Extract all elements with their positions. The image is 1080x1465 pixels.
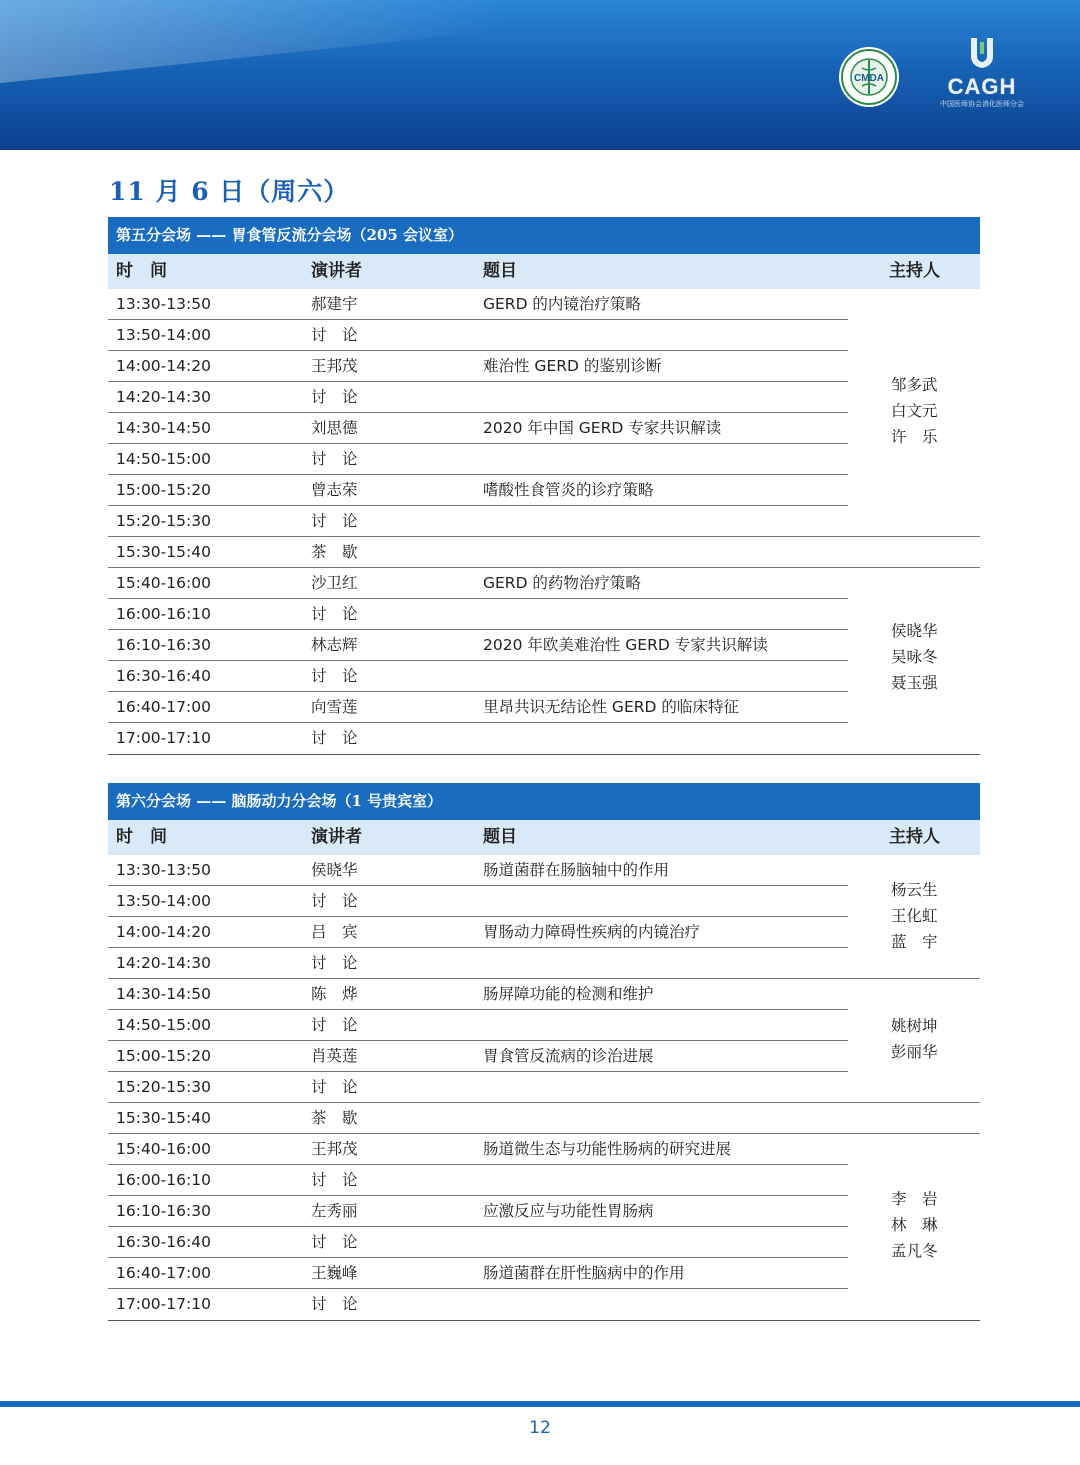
- session-table: [108, 217, 980, 755]
- row-topic: 里昂共识无结论性 GERD 的临床特征: [483, 698, 739, 716]
- chair-name: 王化虹: [891, 907, 938, 925]
- row-time: 15:00-15:20: [116, 481, 211, 499]
- table-row: [108, 1010, 980, 1041]
- row-topic: 肠道菌群在肠脑轴中的作用: [483, 861, 670, 879]
- session-title: 第五分会场 —— 胃食管反流分会场（205 会议室）: [108, 217, 980, 254]
- table-row: [108, 1165, 980, 1196]
- table-row: [108, 320, 980, 351]
- table-row: [108, 413, 980, 444]
- row-topic: 2020 年欧美难治性 GERD 专家共识解读: [483, 636, 768, 654]
- row-speaker: 讨 论: [311, 1078, 358, 1096]
- row-time: 16:30-16:40: [116, 1233, 211, 1251]
- row-speaker: 左秀丽: [311, 1202, 358, 1220]
- row-time: 16:00-16:10: [116, 1171, 211, 1189]
- chair-name: 李 岩: [891, 1190, 938, 1208]
- row-time: 15:30-15:40: [116, 1109, 211, 1127]
- table-row: [108, 1227, 980, 1258]
- row-speaker: 曾志荣: [311, 481, 358, 499]
- chair-name: 吴咏冬: [891, 648, 938, 666]
- column-header-speaker: 演讲者: [311, 261, 362, 281]
- row-time: 15:20-15:30: [116, 1078, 211, 1096]
- column-header-topic: 题目: [483, 261, 517, 281]
- row-speaker: 讨 论: [311, 512, 358, 530]
- cmda-logo: [838, 46, 900, 108]
- chair-name: 杨云生: [891, 881, 938, 899]
- table-row: [108, 568, 980, 599]
- row-topic: 2020 年中国 GERD 专家共识解读: [483, 419, 722, 437]
- row-time: 17:00-17:10: [116, 729, 211, 747]
- row-speaker: 讨 论: [311, 605, 358, 623]
- row-speaker: 讨 论: [311, 326, 358, 344]
- row-time: 15:00-15:20: [116, 1047, 211, 1065]
- footer-divider: [0, 1401, 1080, 1407]
- row-speaker: 讨 论: [311, 667, 358, 685]
- row-topic: GERD 的内镜治疗策略: [483, 295, 641, 313]
- page-number: 12: [529, 1418, 551, 1438]
- row-time: 13:50-14:00: [116, 892, 211, 910]
- svg-text:CMDA: CMDA: [854, 73, 884, 84]
- row-time: 16:30-16:40: [116, 667, 211, 685]
- table-row: [108, 886, 980, 917]
- row-time: 17:00-17:10: [116, 1295, 211, 1313]
- row-speaker: 向雪莲: [311, 698, 358, 716]
- header-light-streak: [0, 0, 500, 89]
- column-header-row: [108, 820, 980, 855]
- chair-name: 蓝 宇: [891, 933, 938, 951]
- row-speaker: 吕 宾: [311, 923, 358, 941]
- page-title: 11 月 6 日（周六）: [109, 177, 350, 206]
- table-row: [108, 855, 980, 886]
- row-time: 14:00-14:20: [116, 357, 211, 375]
- row-topic: 胃食管反流病的诊治进展: [483, 1047, 654, 1065]
- table-row: [108, 1041, 980, 1072]
- table-row: [108, 289, 980, 320]
- cagh-logo-subtitle: 中国医师协会消化医师分会: [940, 100, 1024, 108]
- row-time: 14:30-14:50: [116, 985, 211, 1003]
- table-row: [108, 382, 980, 413]
- row-topic: 应激反应与功能性胃肠病: [483, 1202, 654, 1220]
- chair-name: 聂玉强: [891, 674, 938, 692]
- column-header-topic: 题目: [483, 827, 517, 847]
- chair-name: 彭丽华: [891, 1043, 938, 1061]
- row-topic: 肠道菌群在肝性脑病中的作用: [483, 1264, 685, 1282]
- chair-name: 许 乐: [891, 428, 938, 446]
- table-row: [108, 630, 980, 661]
- row-time: 14:30-14:50: [116, 419, 211, 437]
- row-speaker: 肖英莲: [311, 1047, 358, 1065]
- row-topic: 胃肠动力障碍性疾病的内镜治疗: [483, 923, 701, 941]
- row-time: 15:30-15:40: [116, 543, 211, 561]
- row-time: 14:20-14:30: [116, 954, 211, 972]
- chair-group: [891, 1013, 938, 1065]
- row-speaker: 茶 歇: [311, 543, 358, 561]
- row-speaker: 讨 论: [311, 450, 358, 468]
- cagh-emblem-icon: [965, 36, 999, 70]
- row-time: 16:00-16:10: [116, 605, 211, 623]
- schedule-rows: [108, 855, 980, 1321]
- table-row: [108, 661, 980, 692]
- row-time: 15:40-16:00: [116, 1140, 211, 1158]
- table-row: [108, 1289, 980, 1320]
- row-time: 16:40-17:00: [116, 698, 211, 716]
- session-table: [108, 783, 980, 1321]
- table-row: [108, 692, 980, 723]
- row-speaker: 陈 烨: [311, 985, 358, 1003]
- column-header-chair: 主持人: [889, 827, 940, 847]
- row-time: 15:40-16:00: [116, 574, 211, 592]
- row-time: 14:50-15:00: [116, 450, 211, 468]
- row-speaker: 讨 论: [311, 892, 358, 910]
- table-row: [108, 948, 980, 979]
- chair-name: 林 琳: [891, 1216, 938, 1234]
- row-speaker: 讨 论: [311, 388, 358, 406]
- schedule-rows: [108, 289, 980, 755]
- table-row: [108, 979, 980, 1010]
- row-speaker: 沙卫红: [311, 574, 358, 592]
- row-time: 14:50-15:00: [116, 1016, 211, 1034]
- row-speaker: 讨 论: [311, 729, 358, 747]
- column-header-time: 时 间: [116, 827, 167, 847]
- chair-name: 白文元: [891, 402, 938, 420]
- table-row: [108, 351, 980, 382]
- session-title: 第六分会场 —— 脑肠动力分会场（1 号贵宾室）: [108, 783, 980, 820]
- row-topic: 嗜酸性食管炎的诊疗策略: [483, 481, 654, 499]
- chair-name: 邹多武: [891, 376, 938, 394]
- table-row: [108, 444, 980, 475]
- row-speaker: 茶 歇: [311, 1109, 358, 1127]
- row-time: 16:10-16:30: [116, 1202, 211, 1220]
- chair-group: [891, 1186, 938, 1264]
- table-row: [108, 1072, 980, 1103]
- chair-group: [891, 372, 938, 450]
- chair-name: 姚树坤: [891, 1017, 938, 1035]
- column-header-speaker: 演讲者: [311, 827, 362, 847]
- row-speaker: 王巍峰: [311, 1264, 358, 1282]
- row-time: 13:30-13:50: [116, 861, 211, 879]
- table-row: [108, 475, 980, 506]
- column-header-row: [108, 254, 980, 289]
- table-row: [108, 1103, 980, 1134]
- row-speaker: 郝建宇: [311, 295, 358, 313]
- chair-group: [891, 618, 938, 696]
- table-row: [108, 506, 980, 537]
- chair-group: [891, 877, 938, 955]
- row-time: 16:10-16:30: [116, 636, 211, 654]
- row-time: 14:00-14:20: [116, 923, 211, 941]
- row-topic: 难治性 GERD 的鉴别诊断: [483, 357, 662, 375]
- row-speaker: 讨 论: [311, 1295, 358, 1313]
- row-time: 13:50-14:00: [116, 326, 211, 344]
- table-row: [108, 1196, 980, 1227]
- row-time: 15:20-15:30: [116, 512, 211, 530]
- row-speaker: 刘思德: [311, 419, 358, 437]
- column-header-time: 时 间: [116, 261, 167, 281]
- row-topic: GERD 的药物治疗策略: [483, 574, 641, 592]
- table-row: [108, 723, 980, 754]
- chair-name: 侯晓华: [891, 622, 938, 640]
- row-time: 16:40-17:00: [116, 1264, 211, 1282]
- row-speaker: 侯晓华: [311, 861, 358, 879]
- row-speaker: 讨 论: [311, 1016, 358, 1034]
- row-topic: 肠屏障功能的检测和维护: [483, 985, 654, 1003]
- table-row: [108, 1134, 980, 1165]
- column-header-chair: 主持人: [889, 261, 940, 281]
- cagh-logo-text: CAGH: [947, 74, 1017, 99]
- table-row: [108, 599, 980, 630]
- table-row: [108, 917, 980, 948]
- cagh-logo: [932, 36, 1032, 116]
- row-speaker: 讨 论: [311, 1171, 358, 1189]
- page-header-banner: [0, 0, 1080, 150]
- row-speaker: 王邦茂: [311, 357, 358, 375]
- chair-name: 孟凡冬: [891, 1242, 938, 1260]
- table-row: [108, 537, 980, 568]
- row-topic: 肠道微生态与功能性肠病的研究进展: [483, 1140, 732, 1158]
- row-speaker: 讨 论: [311, 954, 358, 972]
- row-speaker: 林志辉: [311, 636, 358, 654]
- row-speaker: 王邦茂: [311, 1140, 358, 1158]
- row-time: 13:30-13:50: [116, 295, 211, 313]
- row-speaker: 讨 论: [311, 1233, 358, 1251]
- row-time: 14:20-14:30: [116, 388, 211, 406]
- table-row: [108, 1258, 980, 1289]
